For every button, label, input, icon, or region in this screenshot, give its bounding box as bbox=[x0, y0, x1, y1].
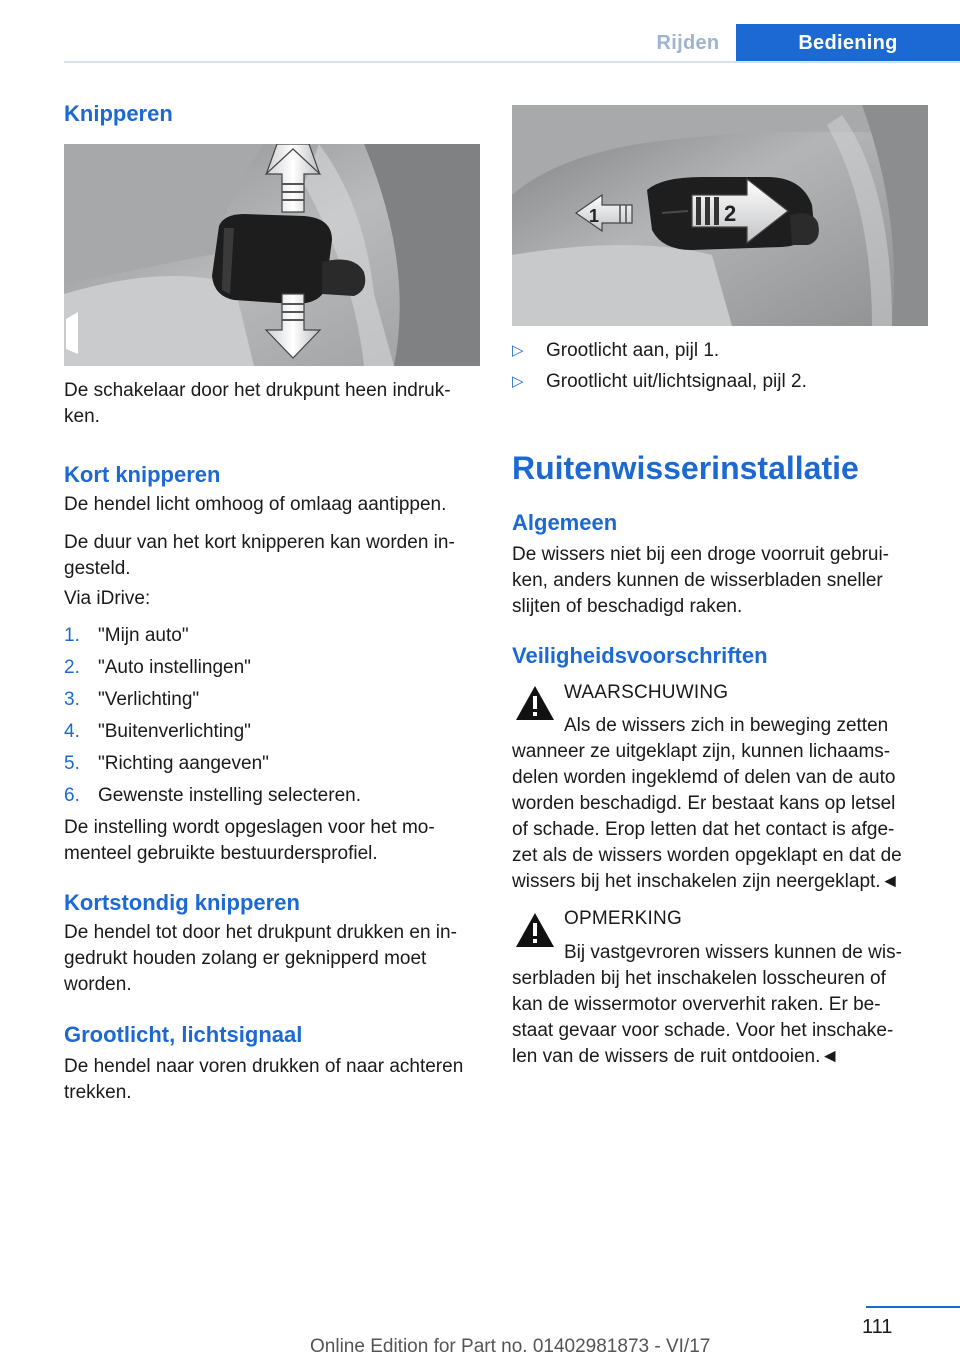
list-item bbox=[64, 623, 189, 649]
bullet-text: Grootlicht uit/lichtsignaal, pijl 2. bbox=[546, 371, 807, 392]
tab-rijden[interactable]: Rijden bbox=[656, 31, 720, 54]
heading-grootlicht: Grootlicht, lichtsignaal bbox=[64, 1022, 303, 1047]
arrow-label-1: 1 bbox=[589, 206, 600, 226]
note-title: OPMERKING bbox=[564, 908, 682, 929]
bullet-text: Grootlicht aan, pijl 1. bbox=[546, 340, 720, 361]
list-item bbox=[512, 369, 807, 395]
step-number: 4. bbox=[64, 721, 80, 742]
list-item bbox=[64, 751, 269, 777]
arrow-label-2: 2 bbox=[724, 201, 737, 226]
step-number: 2. bbox=[64, 657, 80, 678]
step-text: "Verlichting" bbox=[98, 689, 200, 710]
step-text: "Auto instellingen" bbox=[98, 657, 251, 678]
list-item bbox=[64, 687, 199, 713]
step-number: 6. bbox=[64, 785, 80, 806]
para-saved-profile: De instelling wordt opgeslagen voor het mo- menteel gebruikte bestuurdersprofiel. bbox=[64, 817, 435, 864]
heading-knipperen: Knipperen bbox=[64, 101, 173, 126]
para-kortstondig: De hendel tot door het drukpunt drukken en in- gedrukt houden zolang er geknipperd moet worden. bbox=[64, 922, 457, 995]
para-algemeen: De wissers niet bij een droge voorruit gebrui- ken, anders kunnen de wisserbladen sneller slijten of beschadigd raken. bbox=[512, 544, 890, 617]
list-item bbox=[512, 338, 719, 364]
heading-kort-knipperen: Kort knipperen bbox=[64, 462, 221, 487]
page-number: 111 bbox=[862, 1316, 893, 1338]
list-item bbox=[64, 719, 251, 745]
list-item bbox=[64, 655, 251, 681]
para-grootlicht: De hendel naar voren drukken of naar achteren trekken. bbox=[64, 1056, 464, 1103]
step-text: "Buitenverlichting" bbox=[98, 721, 251, 742]
heading-ruitenwisserinstallatie: Ruitenwisserinstallatie bbox=[512, 450, 859, 486]
step-text: "Richting aangeven" bbox=[98, 753, 269, 774]
footer-rule bbox=[866, 1306, 960, 1308]
heading-algemeen: Algemeen bbox=[512, 510, 618, 535]
list-item bbox=[64, 783, 361, 809]
para-kort-2: De duur van het kort knipperen kan worden in- gesteld. bbox=[64, 532, 455, 579]
step-number: 5. bbox=[64, 753, 80, 774]
warning-text: Als de wissers zich in beweging zetten wanneer ze uitgeklapt zijn, kunnen lichaams- delen worden ingeklemd of delen van de auto worden beschadigd. Er bestaat kans op letsel of schade. Erop letten dat het contact is afge- zet als de wissers worden opgeklapt en dat de wissers bij het inschakelen zijn neergeklapt.◄ bbox=[512, 715, 902, 892]
tab-bediening[interactable]: Bediening bbox=[736, 24, 960, 62]
step-text: "Mijn auto" bbox=[98, 625, 189, 646]
para-via-idrive: Via iDrive: bbox=[64, 588, 151, 609]
step-text: Gewenste instelling selecteren. bbox=[98, 785, 361, 806]
step-number: 3. bbox=[64, 689, 80, 710]
footer-edition: Online Edition for Part no. 01402981873 - VI/17 bbox=[310, 1336, 711, 1357]
heading-kortstondig: Kortstondig knipperen bbox=[64, 890, 300, 915]
header-rule bbox=[64, 61, 960, 63]
figure-turn-signal-lever bbox=[64, 144, 480, 366]
triangle-bullet-icon: ▷ bbox=[512, 373, 524, 390]
heading-veiligheidsvoorschriften: Veiligheidsvoorschriften bbox=[512, 643, 768, 668]
high-beam-lever-illustration bbox=[512, 105, 928, 326]
turn-signal-lever-illustration bbox=[64, 144, 480, 366]
header-tabs bbox=[640, 24, 960, 62]
warning-title: WAARSCHUWING bbox=[564, 682, 729, 703]
step-number: 1. bbox=[64, 625, 80, 646]
para-kort-1: De hendel licht omhoog of omlaag aantippen. bbox=[64, 494, 447, 515]
triangle-bullet-icon: ▷ bbox=[512, 342, 524, 359]
figure-high-beam-lever bbox=[512, 105, 928, 326]
para-press-through: De schakelaar door het drukpunt heen indruk- ken. bbox=[64, 380, 451, 427]
note-text: Bij vastgevroren wissers kunnen de wis- serbladen bij het inschakelen losscheuren of kan de wissermotor oververhit raken. Er be- staat gevaar voor schade. Voor het inschake- len van de wissers de ruit ontdooien.◄ bbox=[512, 942, 902, 1067]
